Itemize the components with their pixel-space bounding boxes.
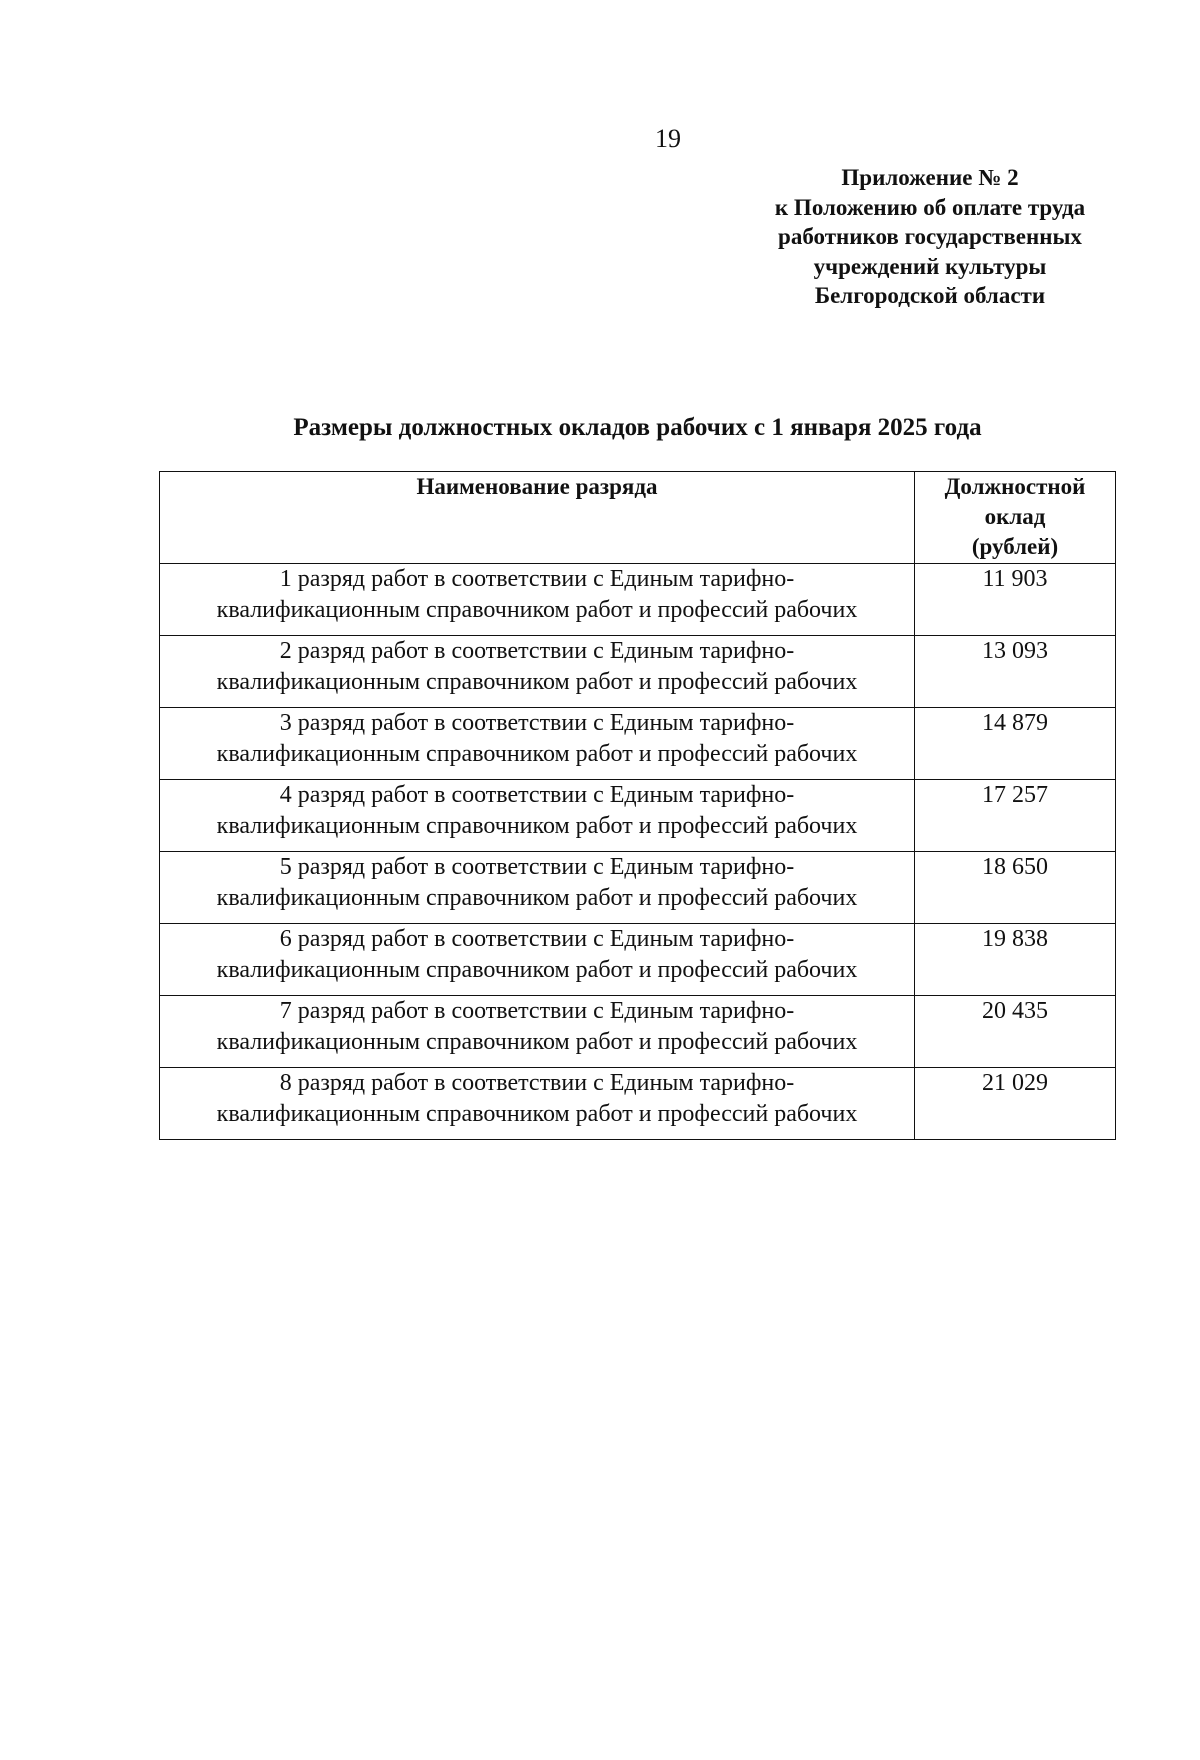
grade-name-cell [160,780,915,852]
grade-name-line: квалификационным справочником работ и профессий рабочих [216,813,858,839]
grade-name-line: 5 разряд работ в соответствии с Единым тарифно- [279,854,795,880]
appendix-line: Белгородской области [814,283,1046,308]
salary-header-line: (рублей) [971,534,1059,559]
salary-header-line: оклад [984,504,1046,529]
salary-cell: 18 650 [915,852,1116,924]
table-row [160,636,1116,708]
grade-name-line: 8 разряд работ в соответствии с Единым тарифно- [279,1070,795,1096]
table-row [160,708,1116,780]
appendix-heading [745,163,1115,311]
salary-cell: 14 879 [915,708,1116,780]
grade-name-cell [160,564,915,636]
page-number: 19 [655,124,681,153]
grade-name-line: квалификационным справочником работ и профессий рабочих [216,597,858,623]
table-row [160,852,1116,924]
table-body [160,564,1116,1140]
grade-name-line: 6 разряд работ в соответствии с Единым тарифно- [279,926,795,952]
grade-name-line: 4 разряд работ в соответствии с Единым тарифно- [279,782,795,808]
grade-name-cell [160,636,915,708]
grade-name-cell [160,1068,915,1140]
grade-name-line: квалификационным справочником работ и профессий рабочих [216,1101,858,1127]
appendix-line: Приложение № 2 [841,165,1019,190]
grade-name-line: квалификационным справочником работ и профессий рабочих [216,669,858,695]
table-header-row [160,472,1116,564]
grade-name-line: квалификационным справочником работ и профессий рабочих [216,885,858,911]
column-header-salary [915,472,1116,564]
grade-name-line: квалификационным справочником работ и профессий рабочих [216,957,858,983]
salary-cell: 17 257 [915,780,1116,852]
table-row [160,564,1116,636]
salary-header-line: Должностной [944,474,1086,499]
grade-name-line: 2 разряд работ в соответствии с Единым тарифно- [279,638,795,664]
grade-name-cell [160,924,915,996]
grade-name-cell [160,996,915,1068]
salary-cell: 19 838 [915,924,1116,996]
table-row [160,1068,1116,1140]
appendix-line: к Положению об оплате труда [774,194,1086,220]
grade-name-line: 3 разряд работ в соответствии с Единым тарифно- [279,710,795,736]
grade-name-line: 7 разряд работ в соответствии с Единым тарифно- [279,998,795,1024]
grade-name-line: квалификационным справочником работ и профессий рабочих [216,1029,858,1055]
table-row [160,924,1116,996]
grade-name-line: квалификационным справочником работ и профессий рабочих [216,741,858,767]
column-header-grade-name: Наименование разряда [160,472,915,564]
salary-cell: 13 093 [915,636,1116,708]
salary-cell: 11 903 [915,564,1116,636]
salary-table [159,471,1116,1140]
salary-cell: 21 029 [915,1068,1116,1140]
appendix-line: работников государственных [778,224,1082,249]
grade-name-cell [160,708,915,780]
appendix-line: учреждений культуры [813,253,1047,279]
table-row [160,996,1116,1068]
grade-name-line: 1 разряд работ в соответствии с Единым тарифно- [279,566,795,592]
table-row [160,780,1116,852]
table-title: Размеры должностных окладов рабочих с 1 января 2025 года [293,414,982,441]
salary-cell: 20 435 [915,996,1116,1068]
grade-name-cell [160,852,915,924]
